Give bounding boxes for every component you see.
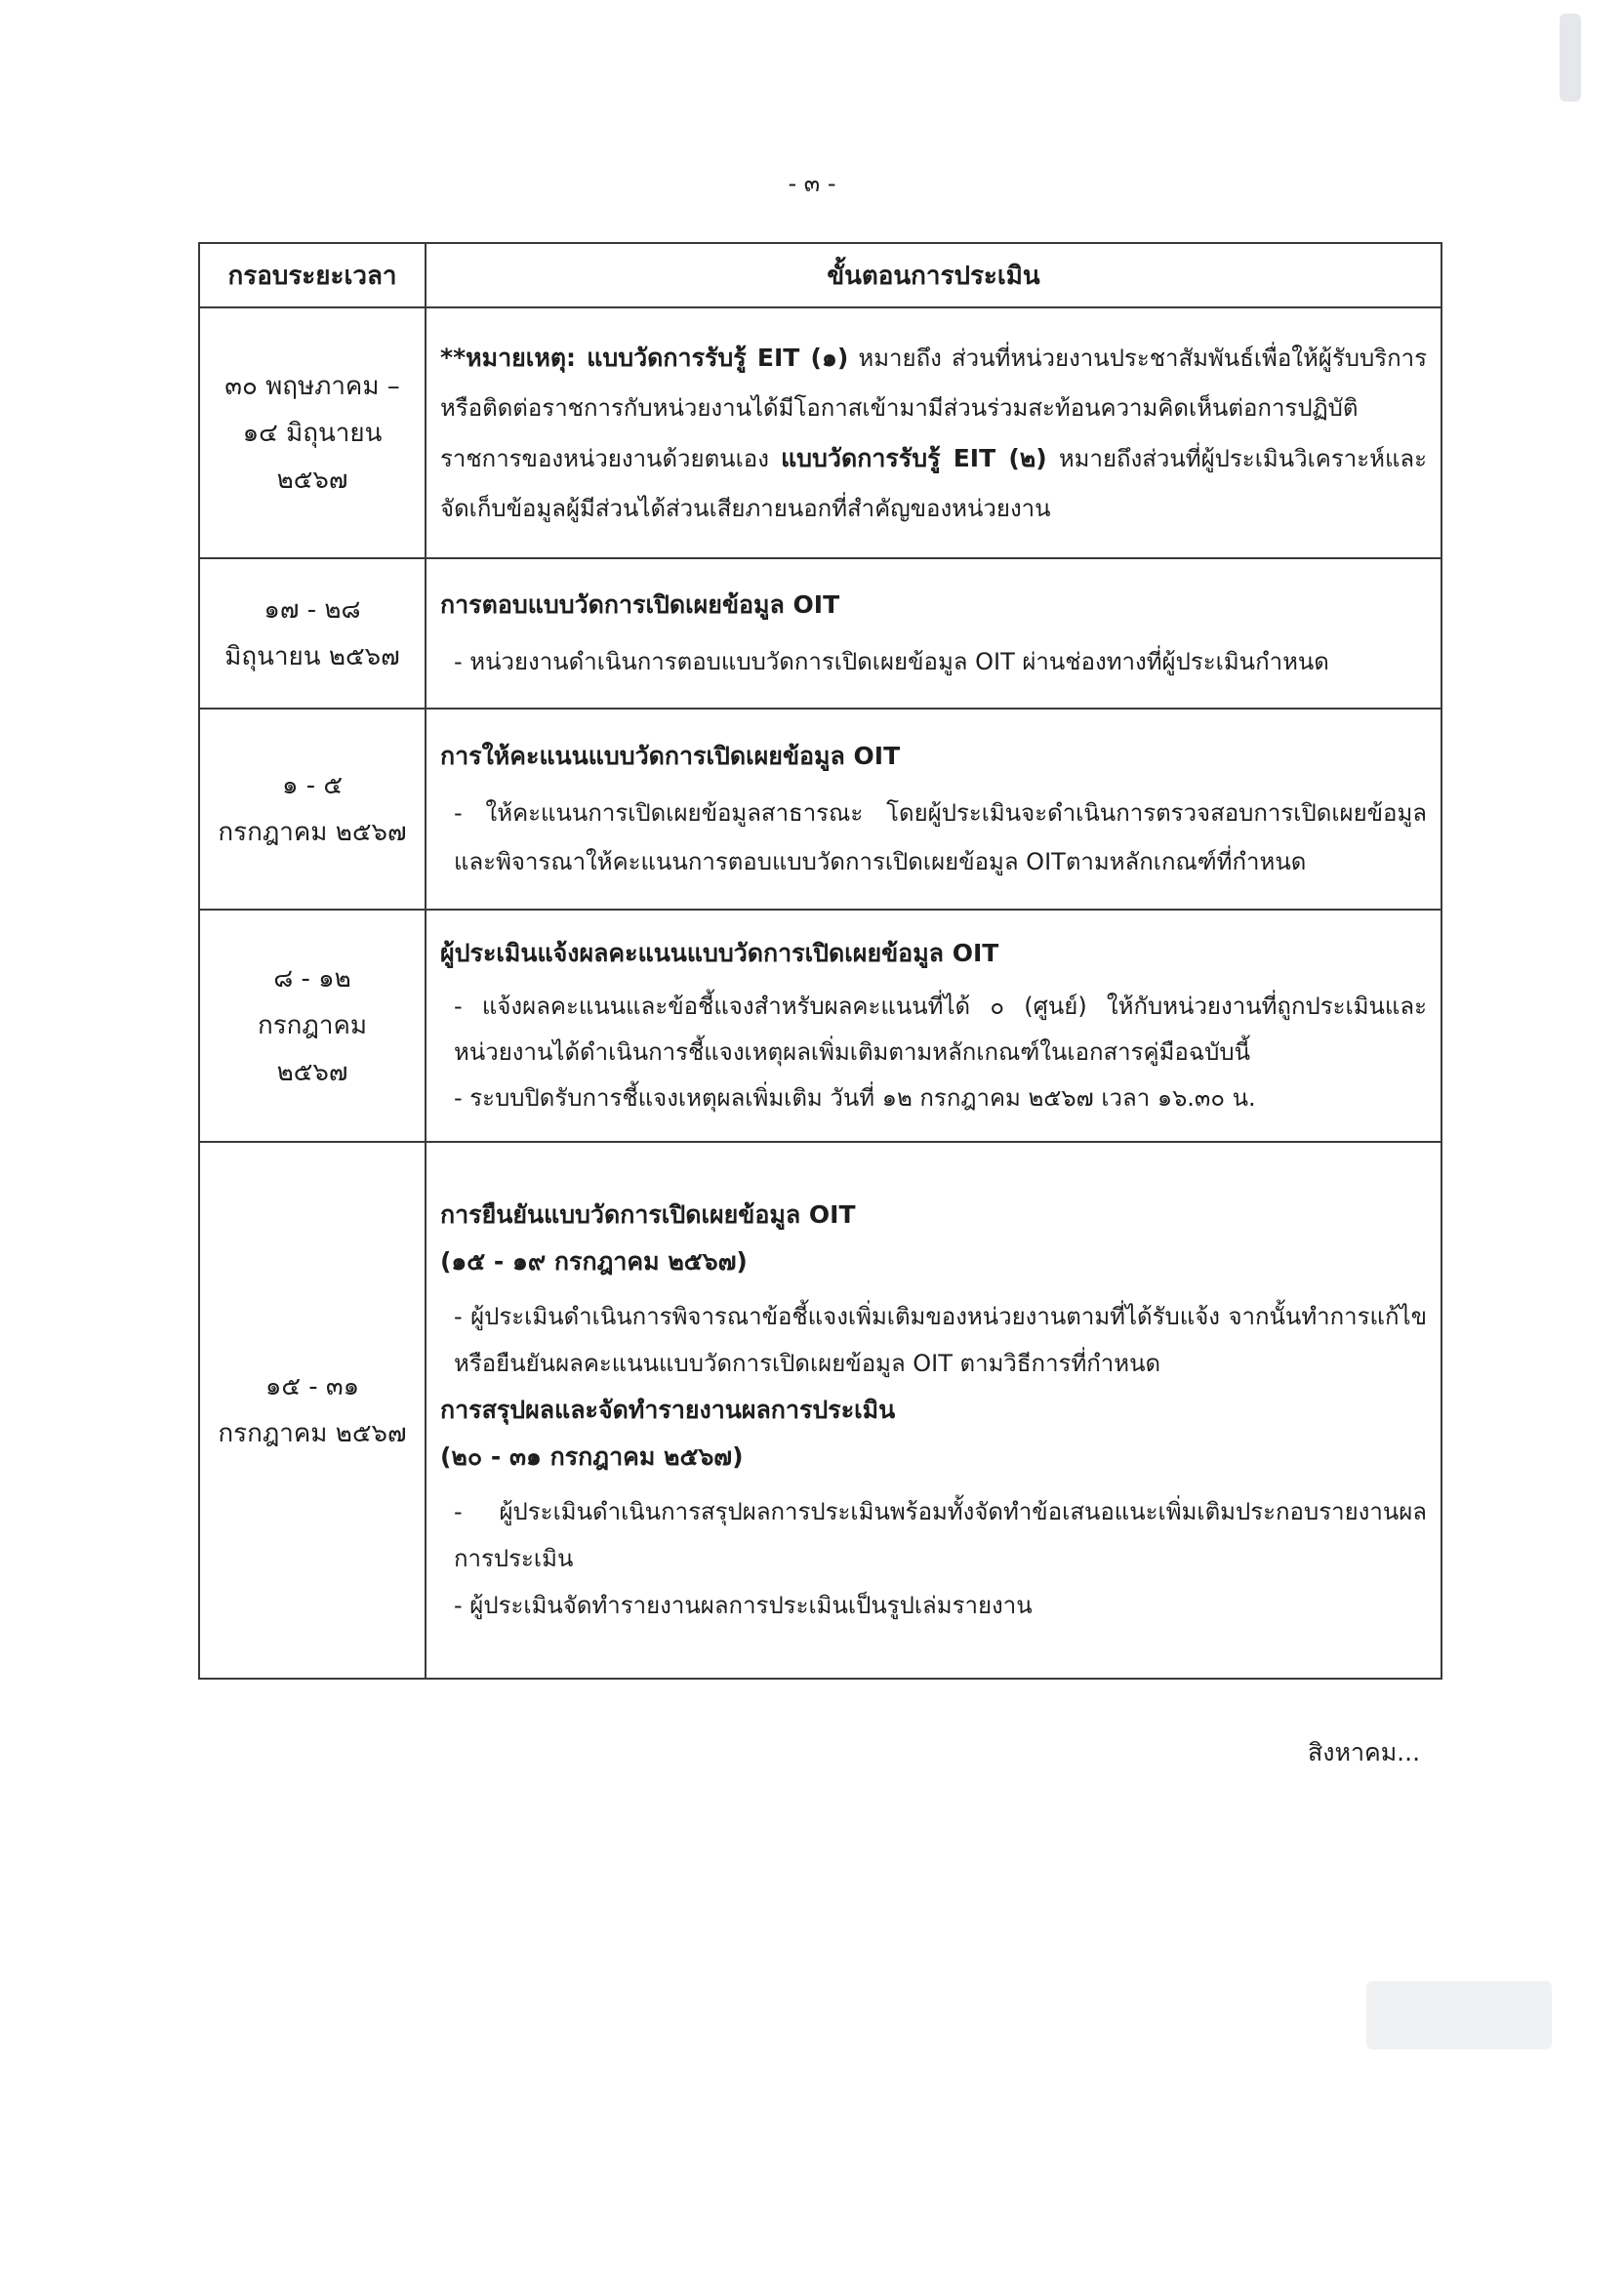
time-line: กรกฎาคม ๒๕๖๗	[218, 818, 407, 847]
steps-cell	[426, 910, 1441, 1142]
step-title: ผู้ประเมินแจ้งผลคะแนนแบบวัดการเปิดเผยข้อมูล OIT	[440, 939, 999, 967]
table-row	[199, 910, 1441, 1142]
step-item: - ให้คะแนนการเปิดเผยข้อมูลสาธารณะ โดยผู้ประเมินจะดำเนินการตรวจสอบการเปิดเผยข้อมูลและพิจารณาให้คะแนนการตอบแบบวัดการเปิดเผยข้อมูล OITตามหลักเกณฑ์ที่กำหนด	[454, 799, 1427, 875]
step-item: - ผู้ประเมินจัดทำรายงานผลการประเมินเป็นรูปเล่มรายงาน	[454, 1592, 1033, 1619]
scan-smudge-bottom-right	[1366, 1981, 1552, 2049]
time-cell	[199, 910, 426, 1142]
eit2-label: แบบวัดการรับรู้ EIT (๒)	[781, 443, 1047, 472]
time-line: ๑ - ๕	[281, 771, 344, 800]
header-time: กรอบระยะเวลา	[199, 243, 426, 307]
time-cell	[199, 709, 426, 910]
steps-cell	[426, 709, 1441, 910]
table-row	[199, 558, 1441, 709]
time-line: ๒๕๖๗	[276, 1058, 348, 1087]
time-cell	[199, 307, 426, 558]
steps-cell	[426, 1142, 1441, 1679]
time-line: ๑๔ มิถุนายน	[242, 418, 383, 448]
step-item: - ระบบปิดรับการชี้แจงเหตุผลเพิ่มเติม วันที่ ๑๒ กรกฎาคม ๒๕๖๗ เวลา ๑๖.๓๐ น.	[454, 1084, 1256, 1112]
time-line: ๑๕ - ๓๑	[264, 1372, 360, 1401]
eit2-text: หมายถึงส่วนที่ผู้ประเมินวิเคราะห์และจัดเก็บข้อมูลผู้มีส่วนได้ส่วนเสียภายนอกที่สำคัญของหน่วยงาน	[440, 444, 1428, 522]
table-row	[199, 709, 1441, 910]
time-line: กรกฎาคม ๒๕๖๗	[218, 1419, 407, 1448]
time-cell	[199, 558, 426, 709]
step-item: - แจ้งผลคะแนนและข้อชี้แจงสำหรับผลคะแนนที่ได้ ๐ (ศูนย์) ให้กับหน่วยงานที่ถูกประเมินและหน่วยงานได้ดำเนินการชี้แจงเหตุผลเพิ่มเติมตามหลักเกณฑ์ในเอกสารคู่มือฉบับนี้	[454, 993, 1427, 1066]
time-line: มิถุนายน ๒๕๖๗	[224, 642, 400, 671]
time-line: ๘ - ๑๒	[273, 964, 351, 994]
section-period: (๑๕ - ๑๙ กรกฎาคม ๒๕๖๗)	[440, 1247, 748, 1276]
time-cell	[199, 1142, 426, 1679]
step-item: - ผู้ประเมินดำเนินการพิจารณาข้อชี้แจงเพิ่มเติมของหน่วยงานตามที่ได้รับแจ้ง จากนั้นทำการแก้ไขหรือยืนยันผลคะแนนแบบวัดการเปิดเผยข้อมูล OIT ตามวิธีการที่กำหนด	[454, 1303, 1427, 1377]
section-period: (๒๐ - ๓๑ กรกฎาคม ๒๕๖๗)	[440, 1442, 744, 1471]
section-title: การยืนยันแบบวัดการเปิดเผยข้อมูล OIT	[440, 1200, 856, 1229]
eit1-label: แบบวัดการรับรู้ EIT (๑)	[587, 343, 849, 372]
header-steps: ขั้นตอนการประเมิน	[426, 243, 1441, 307]
steps-cell	[426, 558, 1441, 709]
time-line: กรกฎาคม	[257, 1011, 368, 1040]
time-line: ๑๗ - ๒๘	[264, 595, 361, 625]
eit1-text: หมายถึง ส่วนที่หน่วยงานประชาสัมพันธ์เพื่อให้ผู้รับบริการหรือติดต่อราชการกับหน่วยงานได้มีโอกาสเข้ามามีส่วนร่วมสะท้อนความคิดเห็นต่อการปฏิบัติราชการของหน่วยงานด้วยตนเอง	[440, 344, 1427, 472]
step-title: การให้คะแนนแบบวัดการเปิดเผยข้อมูล OIT	[440, 742, 901, 770]
table-header-row	[199, 243, 1441, 307]
step-item: - ผู้ประเมินดำเนินการสรุปผลการประเมินพร้อมทั้งจัดทำข้อเสนอแนะเพิ่มเติมประกอบรายงานผลการประเมิน	[454, 1498, 1427, 1572]
time-line: ๓๐ พฤษภาคม –	[224, 371, 400, 401]
step-item: - หน่วยงานดำเนินการตอบแบบวัดการเปิดเผยข้อมูล OIT ผ่านช่องทางที่ผู้ประเมินกำหนด	[454, 648, 1329, 675]
table-row	[199, 1142, 1441, 1679]
assessment-schedule-table	[198, 242, 1442, 1680]
table-row	[199, 307, 1441, 558]
steps-cell	[426, 307, 1441, 558]
step-title: การตอบแบบวัดการเปิดเผยข้อมูล OIT	[440, 590, 840, 619]
scan-smudge-top-right	[1560, 14, 1581, 101]
next-page-word: สิงหาคม...	[1308, 1738, 1421, 1766]
note-lead: **หมายเหตุ:	[440, 343, 588, 372]
page-number: - ๓ -	[788, 170, 836, 197]
time-line: ๒๕๖๗	[276, 465, 348, 495]
section-title: การสรุปผลและจัดทำรายงานผลการประเมิน	[440, 1396, 896, 1424]
